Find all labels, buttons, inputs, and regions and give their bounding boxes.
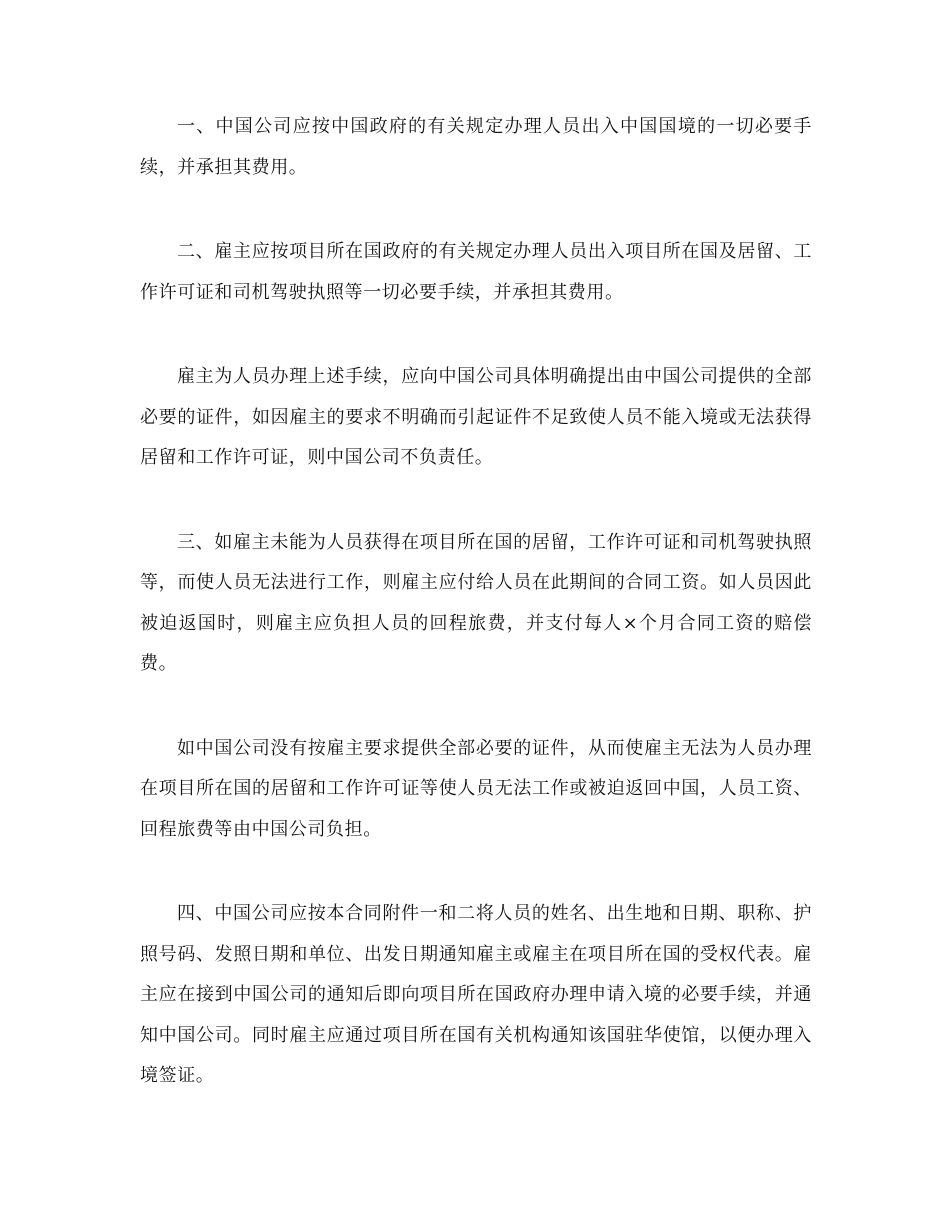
document-page (140, 107, 812, 1141)
clause-3-note-paragraph: 如中国公司没有按雇主要求提供全部必要的证件，从而使雇主无法为人员办理在项目所在国的居留和工作许可证等使人员无法工作或被迫返回中国，人员工资、回程旅费等由中国公司负担。 (140, 737, 812, 840)
clause-4-paragraph: 四、中国公司应按本合同附件一和二将人员的姓名、出生地和日期、职称、护照号码、发照日期和单位、出发日期通知雇主或雇主在项目所在国的受权代表。雇主应在接到中国公司的通知后即向项目所在国政府办理申请入境的必要手续，并通知中国公司。同时雇主应通过项目所在国有关机构通知该国驻华使馆，以便办理入境签证。 (140, 903, 812, 1086)
clause-2-note-paragraph: 雇主为人员办理上述手续，应向中国公司具体明确提出由中国公司提供的全部必要的证件，如因雇主的要求不明确而引起证件不足致使人员不能入境或无法获得居留和工作许可证，则中国公司不负责任。 (140, 366, 812, 468)
clause-2-paragraph: 二、雇主应按项目所在国政府的有关规定办理人员出入项目所在国及居留、工作许可证和司机驾驶执照等一切必要手续，并承担其费用。 (140, 241, 812, 303)
clause-1-paragraph: 一、中国公司应按中国政府的有关规定办理人员出入中国国境的一切必要手续，并承担其费用。 (140, 116, 812, 178)
clause-3-paragraph: 三、如雇主未能为人员获得在项目所在国的居留，工作许可证和司机驾驶执照等，而使人员无法进行工作，则雇主应付给人员在此期间的合同工资。如人员因此被迫返国时，则雇主应负担人员的回程旅费，并支付每人×个月合同工资的赔偿费。 (140, 531, 812, 674)
